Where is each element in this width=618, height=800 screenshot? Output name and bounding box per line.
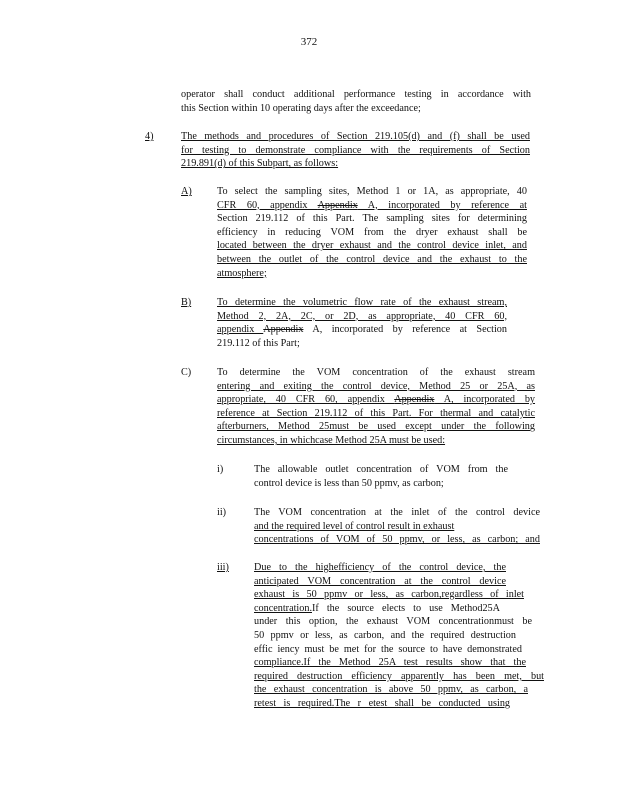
item-a-deleted-text: Appendix <box>317 199 358 211</box>
sub-item-iii-line-6: 50 ppmv or less, as carbon, and the required destruction <box>254 629 516 641</box>
item-c-line-3-end: A, incorporated by <box>434 394 536 406</box>
item-c-text <box>217 366 535 448</box>
item-a-line-7: atmosphere; <box>217 267 267 279</box>
intro-line-1: operator shall conduct additional performance testing in accordance with <box>181 89 531 100</box>
sub-item-ii-line-3: concentrations of VOM of 50 ppmv, or less, as carbon; and <box>254 534 540 546</box>
sub-item-iii-line-4 <box>254 602 500 616</box>
item-c-line-3-start: appropriate, 40 CFR 60, appendix <box>217 394 395 406</box>
sub-item-i-text <box>254 463 508 490</box>
sub-item-ii-text <box>254 506 540 547</box>
sub-item-iii-line-4-end: If the source elects to use Method25A <box>312 602 500 614</box>
sub-item-ii-line-1: The VOM concentration at the inlet of the control device <box>254 507 540 518</box>
intro-line-2: this Section within 10 operating days after the exceedance; <box>181 102 421 114</box>
item-a-line-6: between the outlet of the control device and the exhaust to the <box>217 253 527 265</box>
item-a-line-2 <box>217 199 527 213</box>
item-b-line-1: To determine the volumetric flow rate of the exhaust stream, <box>217 297 507 308</box>
item-b-line-3-start: appendix <box>217 324 264 336</box>
sub-item-i-line-2: control device is less than 50 ppmv, as carbon; <box>254 477 444 489</box>
item-4-line-2: for testing to demonstrate compliance with the requirements of Section <box>181 144 530 156</box>
item-a-label: A) <box>181 186 192 197</box>
sub-item-iii-line-11 <box>254 697 510 711</box>
sub-item-iii-line-3: exhaust is 50 ppmv or less, as carbon,regardless of inlet <box>254 589 524 601</box>
item-a-line-1: To select the sampling sites, Method 1 or 1A, as appropriate, 40 <box>217 186 527 197</box>
sub-item-i-label: i) <box>217 464 224 475</box>
sub-item-ii-line-2: and the required level of control result in exhaust <box>254 520 455 532</box>
item-c-line-4: reference at Section 219.112 of this Part. For thermal and catalytic <box>217 407 535 419</box>
item-c-line-3 <box>217 393 535 407</box>
item-b-line-3 <box>217 323 507 337</box>
item-4-text <box>181 130 530 171</box>
sub-item-iii-line-11-end: The r etest shall be conducted using <box>334 697 511 709</box>
item-c-line-2: entering and exiting the control device, Method 25 or 25A, as <box>217 380 535 392</box>
item-c-line-6: circumstances, in whichcase Method 25A must be used: <box>217 434 446 446</box>
sub-item-iii-line-7: effic iency must be met for the source to have demonstrated <box>254 643 522 655</box>
item-4-label: 4) <box>145 131 154 142</box>
sub-item-iii-line-1: Due to the highefficiency of the control device, the <box>254 562 506 573</box>
item-a-line-2-start: CFR 60, appendix <box>217 199 318 211</box>
sub-item-iii-text <box>254 561 544 711</box>
item-c-line-5: afterburners, Method 25must be used except under the following <box>217 421 535 433</box>
item-b-text <box>217 296 507 350</box>
item-4-line-3: 219.891(d) of this Subpart, as follows: <box>181 158 339 170</box>
sub-item-iii-line-4-start: concentration. <box>254 602 312 614</box>
item-c-line-1: To determine the VOM concentration of the exhaust stream <box>217 367 535 378</box>
item-c-label: C) <box>181 367 192 378</box>
sub-item-iii-line-5: under this option, the exhaust VOM concentrationmust be <box>254 616 532 628</box>
intro-paragraph <box>181 88 531 115</box>
sub-item-iii-line-2: anticipated VOM concentration at the control device <box>254 575 506 587</box>
item-4-line-1: The methods and procedures of Section 219.105(d) and (f) shall be used <box>181 131 530 142</box>
sub-item-ii-label: ii) <box>217 507 227 518</box>
page-number: 372 <box>300 36 318 48</box>
sub-item-iii-line-8-end: If the Method 25A test results show that the <box>303 657 526 669</box>
item-a-line-3: Section 219.112 of this Part. The sampling sites for determining <box>217 213 527 225</box>
sub-item-i-line-1: The allowable outlet concentration of VOM from the <box>254 464 508 475</box>
item-b-label: B) <box>181 297 192 308</box>
item-a-line-4: efficiency in reducing VOM from the dryer exhaust shall be <box>217 226 527 238</box>
item-c-deleted-text: Appendix <box>394 394 435 406</box>
sub-item-iii-line-10: the exhaust concentration is above 50 ppmv, as carbon, a <box>254 684 528 696</box>
sub-item-iii-line-9: required destruction efficiency apparently has been met, but <box>254 670 544 682</box>
item-a-line-5: located between the dryer exhaust and the control device inlet, and <box>217 240 527 252</box>
item-b-line-2: Method 2, 2A, 2C, or 2D, as appropriate, 40 CFR 60, <box>217 310 507 322</box>
sub-item-iii-line-8-start: compliance. <box>254 657 304 669</box>
sub-item-iii-line-11-start: retest is required. <box>254 697 335 709</box>
item-b-line-4: 219.112 of this Part; <box>217 337 300 349</box>
item-a-line-2-end: A, incorporated by reference at <box>357 199 527 211</box>
item-b-line-3-end: A, incorporated by reference at Section <box>303 324 507 336</box>
sub-item-iii-line-8 <box>254 656 526 670</box>
item-b-deleted-text: Appendix <box>263 324 304 336</box>
item-a-text <box>217 185 527 280</box>
sub-item-iii-label: iii) <box>217 562 229 573</box>
